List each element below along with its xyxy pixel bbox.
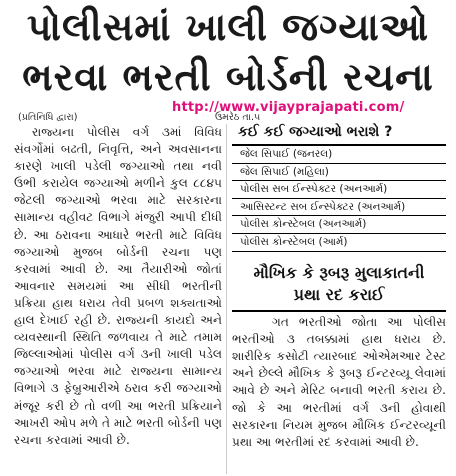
column-divider [226,124,227,474]
job-item: પોલીસ કોન્સ્ટેબલ (અનઆર્મ) [232,216,446,234]
subheading [232,262,446,306]
section2-body: ગત ભરતીઓ જોતા આ પોલીસ ભરતીઓ ૩ તબક્કામાં હાથ ધરાય છે. શારીરિક કસોટી ત્યારબાદ ઓએમઆર ટેસ્ટ અને છેલ્લે મૌખિક કે રૂબરૂ ઈન્ટરવ્યૂ લેવામાં આવે છે અને મેરિટ બનાવી ભરતી કરાય છે. જો કે આ ભરતીમાં વર્ગ ૩ની હોવાથી સરકારના નિયમ મુજબ મૌખિક ઈન્ટરવ્યૂની પ્રથા આ ભરતીમાં રદ કરવામાં આવી છે. [232,314,446,449]
jobs-box-title: કઈ કઈ જગ્યાઓ ભરાશે ? [232,120,446,146]
dateline-bureau: (પ્રતિનિધિ દ્વારા) [18,112,78,123]
headline-line-2: ભરવા ભરતી બોર્ડની રચના [22,55,434,99]
subheading-line-2: પ્રથા રદ કરાઈ [293,284,385,304]
subheading-line-1: મૌખિક કે રૂબરૂ મુલાકાતની [253,262,425,282]
jobs-list [232,146,446,252]
job-item: પોલીસ સબ ઈન્સ્પેક્ટર (અનઆર્મ) [232,181,446,199]
article-right-column [232,314,446,452]
job-item: આસિસ્ટન્ટ સબ ઈન્સ્પેક્ટર (અનઆર્મ) [232,199,446,217]
job-item: જેલ સિપાઈ (મહિલા) [232,164,446,182]
job-item: પોલીસ કોન્સ્ટેબલ (આર્મ) [232,234,446,252]
article-left-column [14,124,222,474]
sidebar [232,120,456,451]
headline-line-1: પોલીસમાં ખાલી જગ્યાઓ [26,5,430,49]
dateline-place: ઉમરેઠ તા.૫ [215,112,261,123]
source-url[interactable]: http://www.vijayprajapati.com/ [172,100,405,115]
job-item: જેલ સિપાઈ (જનરલ) [232,146,446,164]
subheading-rule [232,310,446,312]
article-body: રાજ્યના પોલીસ વર્ગ ૩માં વિવિધ સંવર્ગોમાં બઢતી, નિવૃત્તિ, અને અવસાનના કારણે ખાલી પડેલી જગ્યાઓ તથા નવી ઉભી કરાયેલ જગ્યાઓ મળીને કુલ ૮૮૪૫ જેટલી જગ્યાઓ ભરવા માટે સરકારના સામાન્ય વહીવટ વિભાગે મંજુરી આપી દીધી છે. આ ઠરાવના આધારે ભરતી માટે વિવિધ જગ્યાઓ મુજબ બોર્ડની રચના પણ કરવામાં આવી છે. આ તૈયારીઓ જોતાં આવનાર સમયમાં આ સીધી ભરતીની પ્રક્રિયા હાથ ધરાય તેવી પ્રબળ શક્યતાઓ હાલ દેખાઈ રહી છે. રાજ્યની કાયદો અને વ્યવસ્થાની સ્થિતિ જળવાય તે માટે તમામ જિલ્લાઓમાં પોલીસ વર્ગ ૩ની ખાલી પડેલ જગ્યાઓ ભરવા માટે રાજ્યના સામાન્ય વિભાગે ૩ ફેબ્રુઆરીએ ઠરાવ કરી જગ્યાઓ મંજૂર કરી છે તો વળી આ ભરતી પ્રક્રિયાને આખરી ઓપ મળે તે માટે ભરતી બોર્ડની પણ રચના કરવામાં આવી છે. [14,125,222,447]
